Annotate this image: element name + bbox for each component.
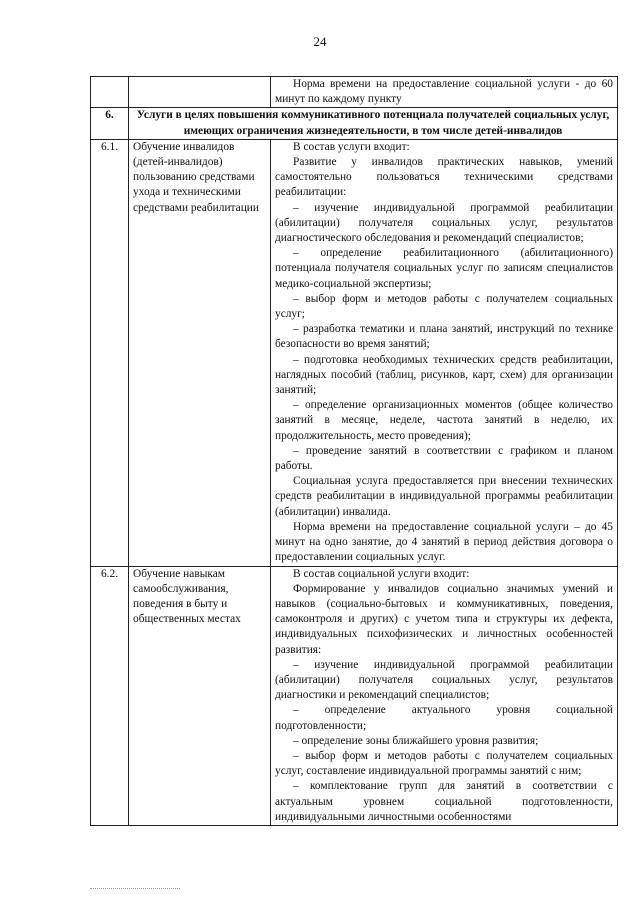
service-content: [271, 139, 618, 566]
content-paragraph: Формирование у инвалидов социально значимых умений и навыков (социально-бытовых и коммуникативных, поведения, самоконтроля и других) с учетом типа и структуры их дефекта, индивидуальных психофизических и личностных особенностей развития:: [275, 582, 613, 656]
content-paragraph: Развитие у инвалидов практических навыков, умений самостоятельно пользоваться техническими средствами реабилитации:: [275, 156, 613, 199]
table-row: [91, 566, 618, 825]
row-number: 6.2.: [91, 566, 129, 825]
empty-cell: [91, 77, 129, 108]
content-paragraph: В состав услуги входит:: [293, 140, 410, 153]
service-name: Обучение навыкам самообслуживания, поведения в быту и общественных местах: [129, 566, 271, 825]
content-paragraph: – определение организационных моментов (общее количество занятий в месяце, неделе, частота занятий в неделю, их продолжительность, место проведения);: [275, 399, 613, 442]
table-row-continued: [91, 77, 618, 108]
footer-rule: [90, 888, 180, 889]
content-paragraph: – определение зоны ближайшего уровня развития;: [293, 734, 539, 747]
table-row: [91, 139, 618, 566]
content-paragraph: – подготовка необходимых технических средств реабилитации, наглядных пособий (таблиц, рисунков, карт, схем) для организации занятий;: [275, 353, 613, 397]
empty-cell: [129, 77, 271, 108]
content-paragraph: – выбор форм и методов работы с получателем социальных услуг;: [275, 292, 613, 321]
row-number: 6.1.: [91, 139, 129, 566]
services-table: [90, 76, 618, 826]
service-name: Обучение инвалидов (детей-инвалидов) пользованию средствами ухода и техническими средствами реабилитации: [129, 139, 271, 566]
content-paragraph: Норма времени на предоставление социальной услуги – до 45 минут на одно занятие, до 4 занятий в период действия договора о предоставлении социальных услуг.: [275, 520, 613, 564]
time-norm-text: Норма времени на предоставление социальной услуги - до 60 минут по каждому пункту: [275, 78, 613, 106]
content-paragraph: – изучение индивидуальной программой реабилитации (абилитации) получателя социальных услуг, результатов диагностики и рекомендаций специалистов;: [275, 658, 613, 702]
content-paragraph: – разработка тематики и плана занятий, инструкций по технике безопасности во время занятий;: [275, 323, 613, 351]
content-paragraph: Социальная услуга предоставляется при внесении технических средств реабилитации в индивидуальной программы реабилитации (абилитации) инвалида.: [275, 475, 613, 518]
continued-content-cell: [271, 77, 618, 108]
section-title: Услуги в целях повышения коммуникативного потенциала получателей социальных услуг, имеющих ограничения жизнедеятельности, в том числе детей-инвалидов: [129, 108, 618, 139]
section-number: 6.: [91, 108, 129, 139]
content-paragraph: – комплектование групп для занятий в соответствии с актуальным уровнем социальной подготовленности, индивидуальными личностными особенностями: [275, 780, 613, 823]
content-paragraph: – выбор форм и методов работы с получателем социальных услуг, составление индивидуальной программы занятий с ним;: [275, 749, 613, 778]
content-paragraph: – определение реабилитационного (абилитационного) потенциала получателя социальных услуг по записям специалистов медико-социальной экспертизы;: [275, 247, 613, 290]
content-paragraph: – изучение индивидуальной программой реабилитации (абилитации) получателя социальных услуг, результатов диагностического обследования и рекомендаций специалистов;: [275, 201, 613, 245]
service-content: [271, 566, 618, 825]
page-number: 24: [313, 34, 327, 49]
content-paragraph: В состав социальной услуги входит:: [293, 567, 470, 580]
content-paragraph: – проведение занятий в соответствии с графиком и планом работы.: [275, 444, 613, 473]
section-header-row: [91, 108, 618, 139]
content-paragraph: – определение актуального уровня социальной подготовленности;: [275, 704, 613, 732]
